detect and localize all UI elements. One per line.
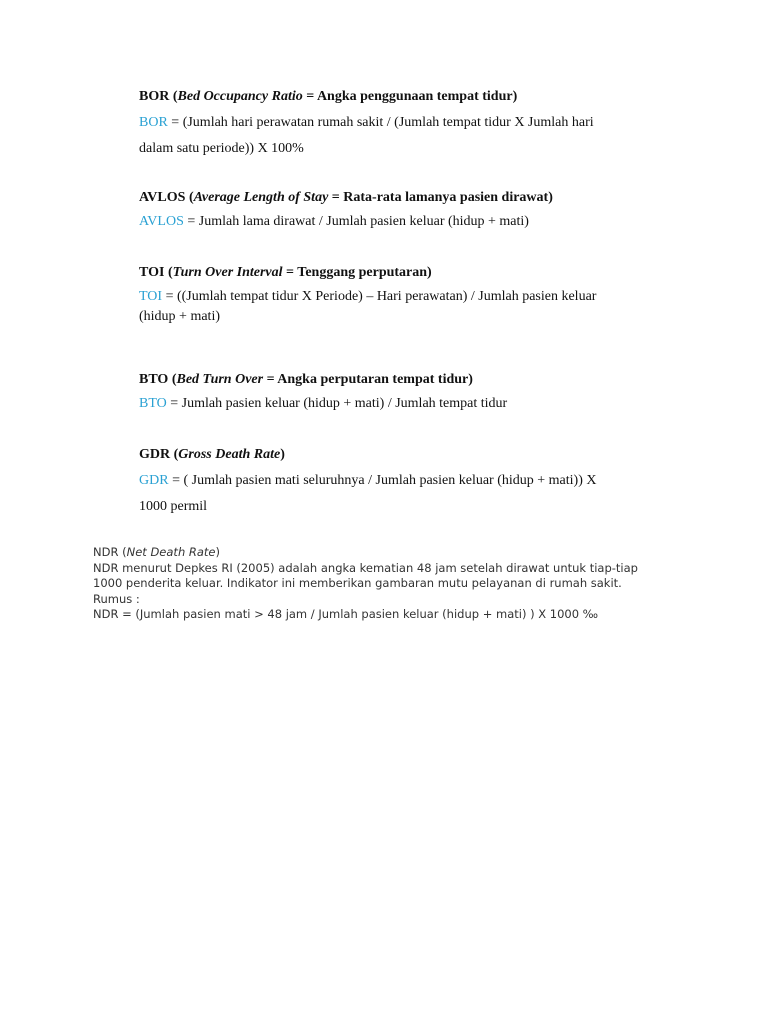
ndr-term: Net Death Rate xyxy=(126,545,216,559)
bor-heading: BOR (Bed Occupancy Ratio = Angka penggunaan tempat tidur) xyxy=(139,89,518,104)
toi-heading: TOI (Turn Over Interval = Tenggang perputaran) xyxy=(139,265,432,280)
bor-term: Bed Occupancy Ratio xyxy=(177,89,303,104)
ndr-section xyxy=(93,545,653,623)
gdr-formula: GDR = ( Jumlah pasien mati seluruhnya / Jumlah pasien keluar (hidup + mati)) X 1000 permil xyxy=(139,473,597,514)
toi-abbr-link[interactable]: TOI xyxy=(139,289,163,304)
ndr-heading: NDR (Net Death Rate) xyxy=(93,545,221,559)
bor-formula: BOR = (Jumlah hari perawatan rumah sakit / (Jumlah tempat tidur X Jumlah hari dalam satu periode)) X 100% xyxy=(139,115,594,156)
bto-abbr-link[interactable]: BTO xyxy=(139,396,167,411)
ndr-formula: NDR = (Jumlah pasien mati > 48 jam / Jumlah pasien keluar (hidup + mati) ) X 1000 ‰ xyxy=(93,607,599,621)
gdr-heading: GDR (Gross Death Rate) xyxy=(139,447,285,462)
gdr-section xyxy=(139,446,659,520)
bor-section xyxy=(139,88,659,162)
avlos-section xyxy=(139,189,659,235)
avlos-abbr-link[interactable]: AVLOS xyxy=(139,214,184,229)
gdr-term: Gross Death Rate xyxy=(178,447,281,462)
avlos-heading: AVLOS (Average Length of Stay = Rata-rata lamanya pasien dirawat) xyxy=(139,190,553,205)
bto-term: Bed Turn Over xyxy=(176,372,264,387)
ndr-definition-line-1: NDR menurut Depkes RI (2005) adalah angka kematian 48 jam setelah dirawat untuk tiap-tiap xyxy=(93,560,638,575)
gdr-abbr-link[interactable]: GDR xyxy=(139,473,169,488)
ndr-definition-line-2: 1000 penderita keluar. Indikator ini memberikan gambaran mutu pelayanan di rumah sakit. xyxy=(93,576,622,590)
avlos-term: Average Length of Stay xyxy=(193,190,329,205)
bto-formula: BTO = Jumlah pasien keluar (hidup + mati) / Jumlah tempat tidur xyxy=(139,396,508,411)
toi-section xyxy=(139,264,659,327)
ndr-formula-label: Rumus : xyxy=(93,591,140,606)
toi-formula: TOI = ((Jumlah tempat tidur X Periode) – Hari perawatan) / Jumlah pasien keluar (hidup + mati) xyxy=(139,289,597,324)
bto-heading: BTO (Bed Turn Over = Angka perputaran tempat tidur) xyxy=(139,372,473,387)
toi-term: Turn Over Interval xyxy=(172,265,283,280)
bor-abbr-link[interactable]: BOR xyxy=(139,115,168,130)
avlos-formula: AVLOS = Jumlah lama dirawat / Jumlah pasien keluar (hidup + mati) xyxy=(139,214,529,229)
bto-section xyxy=(139,371,659,417)
